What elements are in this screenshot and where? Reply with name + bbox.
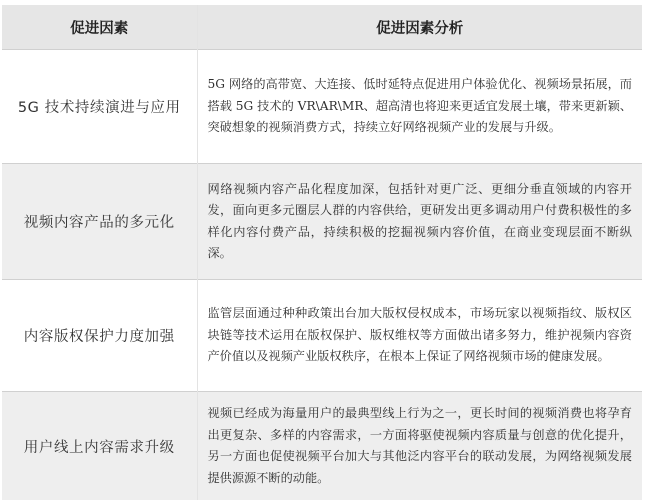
factor-cell: 内容版权保护力度加强: [2, 280, 197, 392]
factor-cell: 用户线上内容需求升级: [2, 392, 197, 500]
analysis-cell: 视频已经成为海量用户的最典型线上行为之一，更长时间的视频消费也将孕育出更复杂、多样的内容需求，一方面将驱使视频内容质量与创意的优化提升，另一方面也促使视频平台加大与其他泛内容平台的联动发展，为网络视频发展提供源源不断的动能。: [197, 392, 642, 500]
analysis-cell: 网络视频内容产品化程度加深，包括针对更广泛、更细分垂直领域的内容开发，面向更多元圈层人群的内容供给，更研发出更多调动用户付费积极性的多样化内容付费产品，持续积极的挖掘视频内容价值，在商业变现层面不断纵深。: [197, 164, 642, 280]
table-row: [2, 392, 642, 500]
factor-cell: 视频内容产品的多元化: [2, 164, 197, 280]
analysis-cell: 5G 网络的高带宽、大连接、低时延特点促进用户体验优化、视频场景拓展，而搭载 5G 技术的 VR\AR\MR、超高清也将迎来更适宜发展土壤，带来更新颖、突破想象的视频消费方式，持续立好网络视频产业的发展与升级。: [197, 50, 642, 164]
promotion-factors-table: [2, 5, 642, 500]
factor-cell: 5G 技术持续演进与应用: [2, 50, 197, 164]
analysis-cell: 监管层面通过种种政策出台加大版权侵权成本，市场玩家以视频指纹、版权区块链等技术运用在版权保护、版权维权等方面做出诸多努力，维护视频内容资产价值以及视频产业版权秩序，在根本上保证了网络视频市场的健康发展。: [197, 280, 642, 392]
table-row: [2, 164, 642, 280]
table-header-row: [2, 5, 642, 50]
table-row: [2, 280, 642, 392]
header-analysis: 促进因素分析: [197, 5, 642, 50]
table-row: [2, 50, 642, 164]
header-factor: 促进因素: [2, 5, 197, 50]
